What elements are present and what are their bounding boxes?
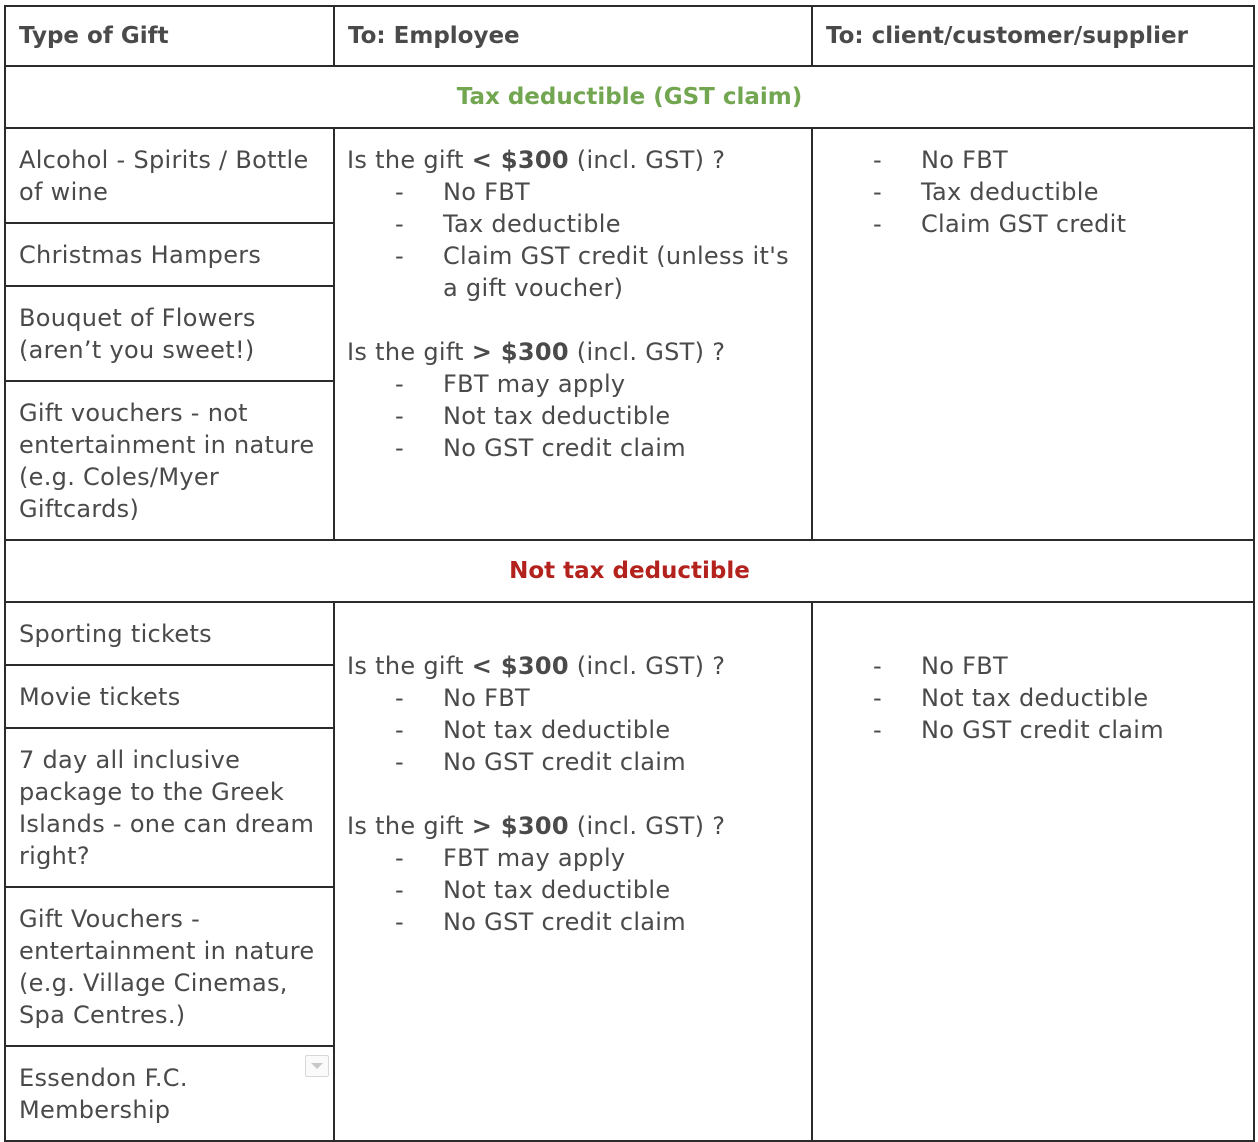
header-type-of-gift: Type of Gift	[5, 6, 334, 66]
header-row	[5, 6, 1254, 66]
list-item: - Tax deductible	[813, 176, 1243, 208]
gift-cell: Sporting tickets	[5, 602, 334, 665]
gift-cell: Alcohol - Spirits / Bottle of wine	[5, 128, 334, 223]
list-item: - Not tax deductible	[347, 874, 797, 906]
list-item: - No FBT	[347, 682, 797, 714]
list-item: - No FBT	[813, 144, 1243, 176]
client-rules-cell	[812, 602, 1254, 1141]
list-item: - No FBT	[813, 650, 1243, 682]
list-item: - FBT may apply	[347, 842, 797, 874]
employee-over-list	[347, 368, 797, 464]
employee-over-list	[347, 842, 797, 938]
threshold-under: < $300	[471, 146, 569, 174]
list-item: - FBT may apply	[347, 368, 797, 400]
list-item: - Not tax deductible	[347, 400, 797, 432]
list-item: - No GST credit claim	[347, 432, 797, 464]
list-item: - No GST credit claim	[813, 714, 1243, 746]
chevron-down-icon[interactable]	[305, 1055, 329, 1077]
section-title-not-tax-deductible: Not tax deductible	[5, 540, 1254, 602]
list-item: - Claim GST credit (unless it's a gift voucher)	[347, 240, 797, 304]
list-item: - Not tax deductible	[347, 714, 797, 746]
client-rules-cell	[812, 128, 1254, 540]
question-over-300: Is the gift > $300 (incl. GST) ?	[347, 812, 726, 840]
gift-cell: Bouquet of Flowers (aren’t you sweet!)	[5, 286, 334, 381]
section-row-not-tax-deductible	[5, 540, 1254, 602]
header-to-client: To: client/customer/supplier	[812, 6, 1254, 66]
list-item: - Tax deductible	[347, 208, 797, 240]
gift-cell	[5, 1046, 334, 1141]
table-row	[5, 128, 1254, 223]
gift-label: Essendon F.C. Membership	[19, 1064, 188, 1124]
list-item: - Claim GST credit	[813, 208, 1243, 240]
list-item: - No GST credit claim	[347, 746, 797, 778]
list-item: - No FBT	[347, 176, 797, 208]
section-row-tax-deductible	[5, 66, 1254, 128]
gift-cell: Christmas Hampers	[5, 223, 334, 286]
gift-cell: Movie tickets	[5, 665, 334, 728]
question-over-300: Is the gift > $300 (incl. GST) ?	[347, 338, 726, 366]
threshold-under: < $300	[471, 652, 569, 680]
header-to-employee: To: Employee	[334, 6, 812, 66]
employee-under-list	[347, 682, 797, 778]
threshold-over: > $300	[471, 338, 569, 366]
list-item: - No GST credit claim	[347, 906, 797, 938]
employee-under-list	[347, 176, 797, 304]
table-row	[5, 602, 1254, 665]
gift-cell: Gift vouchers - not entertainment in nature (e.g. Coles/Myer Giftcards)	[5, 381, 334, 540]
section-title-tax-deductible: Tax deductible (GST claim)	[5, 66, 1254, 128]
gift-cell: Gift Vouchers - entertainment in nature (e.g. Village Cinemas, Spa Centres.)	[5, 887, 334, 1046]
question-under-300: Is the gift < $300 (incl. GST) ?	[347, 652, 726, 680]
client-list	[813, 650, 1243, 746]
gift-tax-table	[4, 5, 1255, 1142]
threshold-over: > $300	[471, 812, 569, 840]
employee-rules-cell	[334, 128, 812, 540]
client-list	[813, 144, 1243, 240]
employee-rules-cell	[334, 602, 812, 1141]
question-under-300: Is the gift < $300 (incl. GST) ?	[347, 146, 726, 174]
list-item: - Not tax deductible	[813, 682, 1243, 714]
gift-cell: 7 day all inclusive package to the Greek Islands - one can dream right?	[5, 728, 334, 887]
